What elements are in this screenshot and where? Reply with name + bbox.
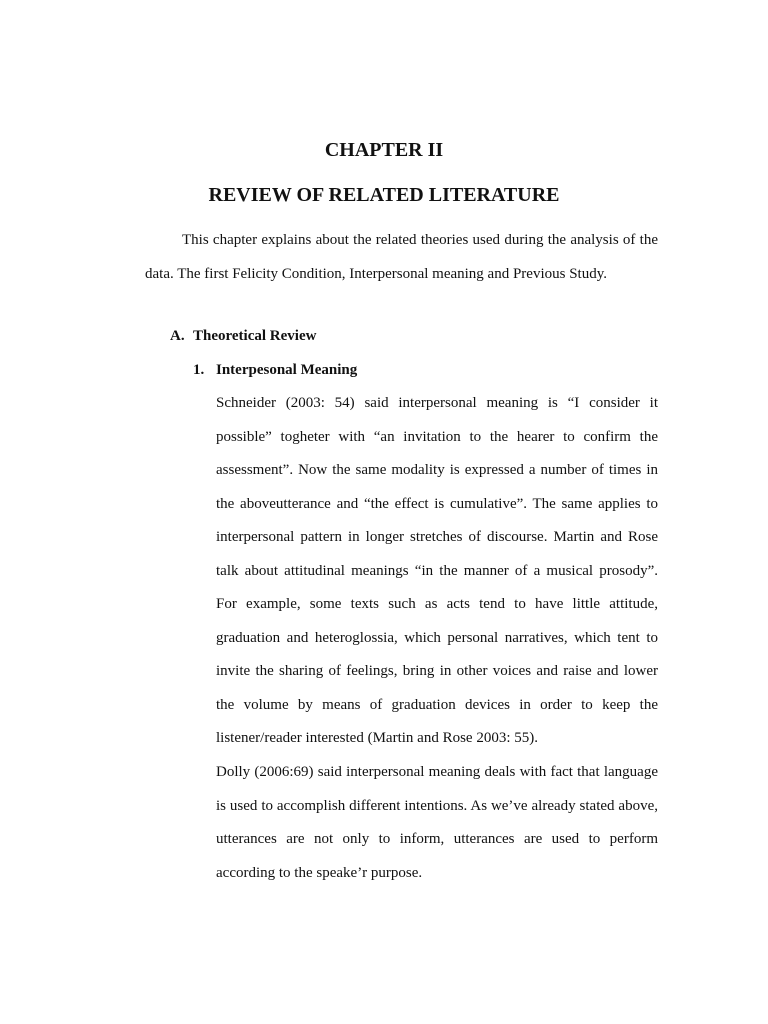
body-paragraph: Schneider (2003: 54) said interpersonal meaning is “I consider it possible” togheter with “an invitation to the hearer to confirm the assessment”. Now the same modality is expressed a number of times in the aboveutterance and “the effect is cumulative”. The same applies to interpersonal pattern in longer stretches of discourse. Martin and Rose talk about attitudinal meanings “in the manner of a musical prosody”. For example, some texts such as acts tend to have little attitude, graduation and heteroglossia, which personal narratives, which tent to invite the sharing of feelings, bring in other voices and raise and lower the volume by means of graduation devices in order to keep the listener/reader interested (Martin and Rose 2003: 55). — [216, 395, 658, 746]
subsection-title: Interpesonal Meaning — [216, 362, 358, 378]
chapter-number: CHAPTER II — [324, 139, 444, 161]
intro-paragraph: This chapter explains about the related theories used during the analysis of the data. The first Felicity Condition, Interpersonal meaning and Previous Study. — [145, 232, 658, 282]
section-heading — [170, 325, 316, 347]
subsection-number: 1. — [193, 362, 205, 378]
body-paragraph: Dolly (2006:69) said interpersonal meaning deals with fact that language is used to accomplish different intentions. As we’ve already stated above, utterances are not only to inform, utterances are used to perform according to the speake’r purpose. — [216, 764, 658, 881]
chapter-title: REVIEW OF RELATED LITERATURE — [208, 184, 560, 206]
section-title: Theoretical Review — [193, 328, 317, 344]
subsection-heading — [193, 359, 357, 381]
section-letter: A. — [170, 328, 185, 344]
